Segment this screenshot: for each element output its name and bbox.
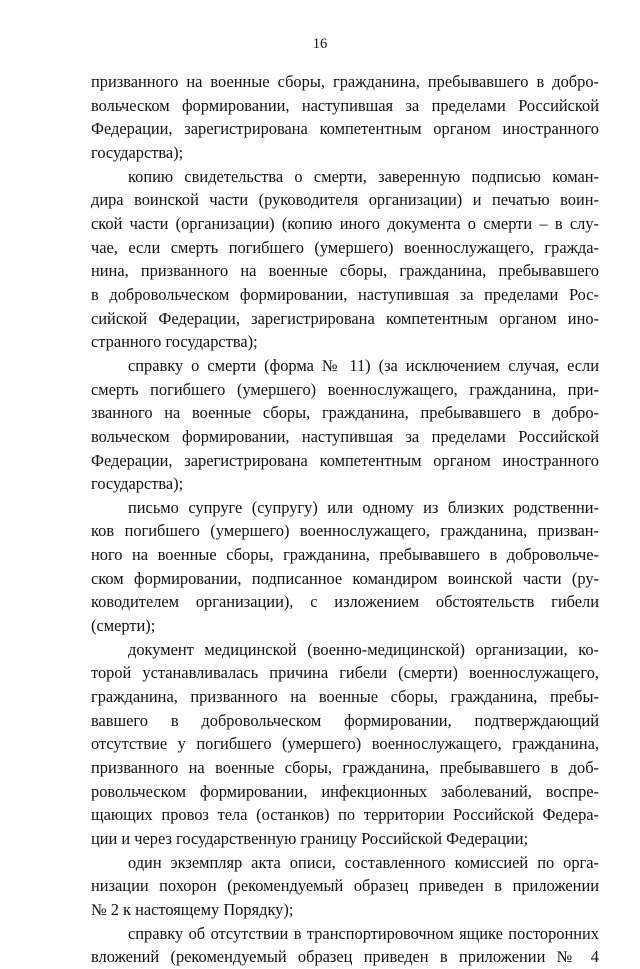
paragraph <box>91 922 599 969</box>
text-line: (смерти); <box>91 616 156 636</box>
document-body <box>91 70 599 969</box>
text-line: ков погибшего (умершего) военнослужащего, гражданина, призван- <box>91 521 599 541</box>
text-line: вавшего в добровольческом формировании, подтверждающий <box>91 710 599 730</box>
text-line: щающих провоз тела (останков) по территории Российской Федера- <box>91 805 599 825</box>
paragraph <box>91 496 599 638</box>
text-line: государства); <box>91 474 184 494</box>
text-line: ровольческом формировании, инфекционных заболеваний, воспре- <box>91 781 599 801</box>
text-line: низации похорон (рекомендуемый образец приведен в приложении <box>91 876 599 896</box>
text-line: Федерации, зарегистрирована компетентным органом иностранного <box>91 450 599 470</box>
text-line: чае, если смерть погибшего (умершего) военнослужащего, гражда- <box>91 237 599 257</box>
text-line: вольческом формировании, наступившая за пределами Российской <box>91 426 599 446</box>
text-line: один экземпляр акта описи, составленного комиссией по орга- <box>128 852 599 872</box>
text-line: дира воинской части (руководителя организации) и печатью воин- <box>91 190 599 210</box>
text-line: справку о смерти (форма № 11) (за исключением случая, если <box>128 355 599 375</box>
paragraph <box>91 70 599 165</box>
text-line: № 2 к настоящему Порядку); <box>91 899 294 919</box>
text-line: смерть погибшего (умершего) военнослужащего, гражданина, при- <box>91 379 599 399</box>
text-line: копию свидетельства о смерти, заверенную подписью коман- <box>128 166 599 186</box>
text-line: званного на военные сборы, гражданина, пребывавшего в добро- <box>91 403 599 423</box>
text-line: странного государства); <box>91 332 258 352</box>
text-line: сийской Федерации, зарегистрирована компетентным органом ино- <box>91 308 599 328</box>
text-line: в добровольческом формировании, наступившая за пределами Рос- <box>91 284 599 304</box>
text-line: ного на военные сборы, гражданина, пребывавшего в добровольче- <box>91 545 599 565</box>
text-line: гражданина, призванного на военные сборы, гражданина, пребы- <box>91 687 599 707</box>
text-line: ции и через государственную границу Российской Федерации; <box>91 829 529 848</box>
text-line: призванного на военные сборы, гражданина, пребывавшего в добро- <box>91 72 599 91</box>
text-line: государства); <box>91 142 184 162</box>
paragraph <box>91 165 599 354</box>
text-line: письмо супруге (супругу) или одному из близких родственни- <box>128 497 599 517</box>
text-line: вложений (рекомендуемый образец приведен в приложении № 4 <box>91 947 599 967</box>
text-line: торой устанавливалась причина гибели (смерти) военнослужащего, <box>91 663 599 683</box>
text-line: призванного на военные сборы, гражданина, пребывавшего в доб- <box>91 758 599 778</box>
text-line: ской части (организации) (копию иного документа о смерти – в слу- <box>91 213 599 233</box>
text-line: нина, призванного на военные сборы, гражданина, пребывавшего <box>91 261 599 281</box>
text-line: отсутствие у погибшего (умершего) военнослужащего, гражданина, <box>91 734 599 754</box>
paragraph <box>91 354 599 496</box>
text-line: ководителем организации), с изложением обстоятельств гибели <box>91 592 599 612</box>
paragraph <box>91 851 599 922</box>
paragraph <box>91 638 599 851</box>
text-line: ском формировании, подписанное командиром воинской части (ру- <box>91 568 599 588</box>
text-line: документ медицинской (военно-медицинской) организации, ко- <box>128 639 599 659</box>
text-line: справку об отсутствии в транспортировочном ящике посторонних <box>128 923 599 943</box>
text-line: Федерации, зарегистрирована компетентным органом иностранного <box>91 119 599 139</box>
page-number: 16 <box>312 36 328 52</box>
text-line: вольческом формировании, наступившая за пределами Российской <box>91 95 599 115</box>
